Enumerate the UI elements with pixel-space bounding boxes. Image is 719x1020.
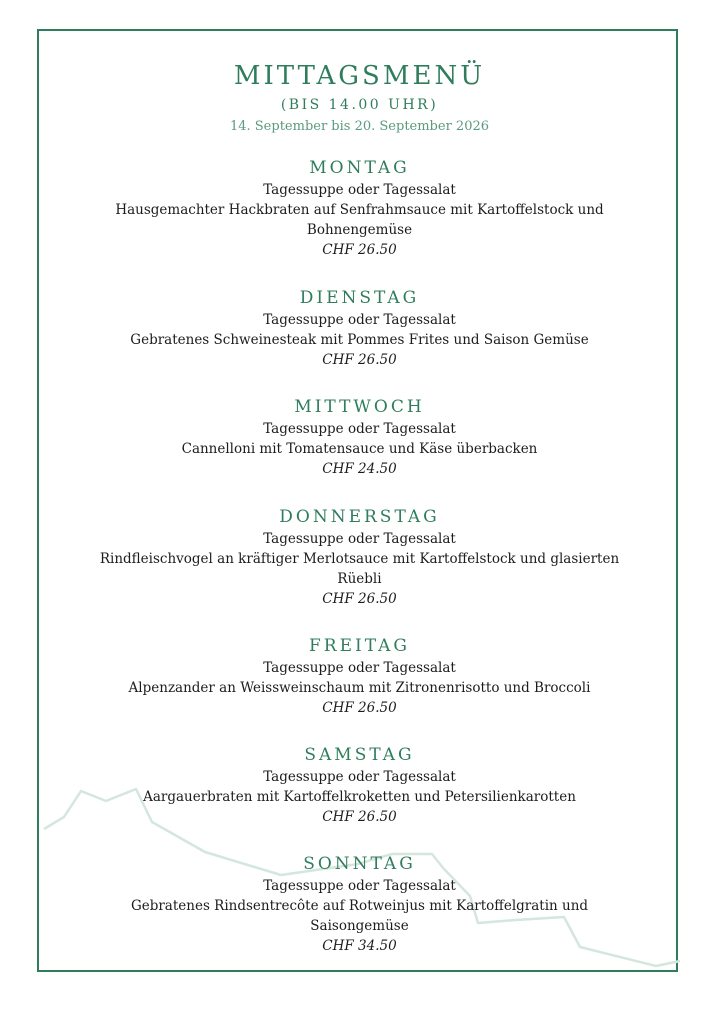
starter-line: Tagessuppe oder Tagessalat xyxy=(263,878,456,894)
main-dish-line: Cannelloni mit Tomatensauce und Käse überbacken xyxy=(181,441,538,457)
day-block-monday xyxy=(70,157,649,260)
day-heading: DONNERSTAG xyxy=(279,507,440,527)
price-line: CHF 26.50 xyxy=(322,591,397,607)
price-line: CHF 26.50 xyxy=(322,352,397,368)
main-dish-line: Rüebli xyxy=(337,571,382,587)
main-dish-line: Rindfleischvogel an kräftiger Merlotsauce mit Kartoffelstock und glasierten xyxy=(99,551,620,567)
price-line: CHF 26.50 xyxy=(322,809,397,825)
day-block-thursday xyxy=(70,506,649,609)
day-heading: MONTAG xyxy=(309,158,410,178)
day-block-saturday xyxy=(70,744,649,827)
main-dish-line: Saisongemüse xyxy=(310,918,409,934)
day-heading: MITTWOCH xyxy=(294,397,425,417)
main-dish-line: Hausgemachter Hackbraten auf Senfrahmsauce mit Kartoffelstock und xyxy=(115,202,604,218)
day-heading: SAMSTAG xyxy=(304,745,415,765)
main-dish-line: Gebratenes Rindsentrecôte auf Rotweinjus mit Kartoffelgratin und xyxy=(130,898,589,914)
starter-line: Tagessuppe oder Tagessalat xyxy=(263,182,456,198)
day-block-tuesday xyxy=(70,287,649,370)
day-heading: SONNTAG xyxy=(303,854,416,874)
menu-subtitle: (BIS 14.00 UHR) xyxy=(280,97,439,113)
main-dish-line: Gebratenes Schweinesteak mit Pommes Frites und Saison Gemüse xyxy=(130,332,589,348)
day-block-sunday xyxy=(70,853,649,956)
starter-line: Tagessuppe oder Tagessalat xyxy=(263,421,456,437)
main-dish-line: Alpenzander an Weissweinschaum mit Zitronenrisotto und Broccoli xyxy=(128,680,591,696)
main-dish-line: Bohnengemüse xyxy=(306,222,413,238)
starter-line: Tagessuppe oder Tagessalat xyxy=(263,312,456,328)
starter-line: Tagessuppe oder Tagessalat xyxy=(263,531,456,547)
day-block-friday xyxy=(70,635,649,718)
day-heading: FREITAG xyxy=(309,636,410,656)
menu-date-range: 14. September bis 20. September 2026 xyxy=(229,119,490,134)
day-block-wednesday xyxy=(70,396,649,479)
price-line: CHF 34.50 xyxy=(322,938,397,954)
price-line: CHF 26.50 xyxy=(322,700,397,716)
menu-title: MITTAGSMENÜ xyxy=(233,61,486,91)
price-line: CHF 24.50 xyxy=(322,461,397,477)
starter-line: Tagessuppe oder Tagessalat xyxy=(263,769,456,785)
main-dish-line: Aargauerbraten mit Kartoffelkroketten und Petersilienkarotten xyxy=(143,789,576,805)
day-heading: DIENSTAG xyxy=(299,288,420,308)
price-line: CHF 26.50 xyxy=(322,242,397,258)
starter-line: Tagessuppe oder Tagessalat xyxy=(263,660,456,676)
